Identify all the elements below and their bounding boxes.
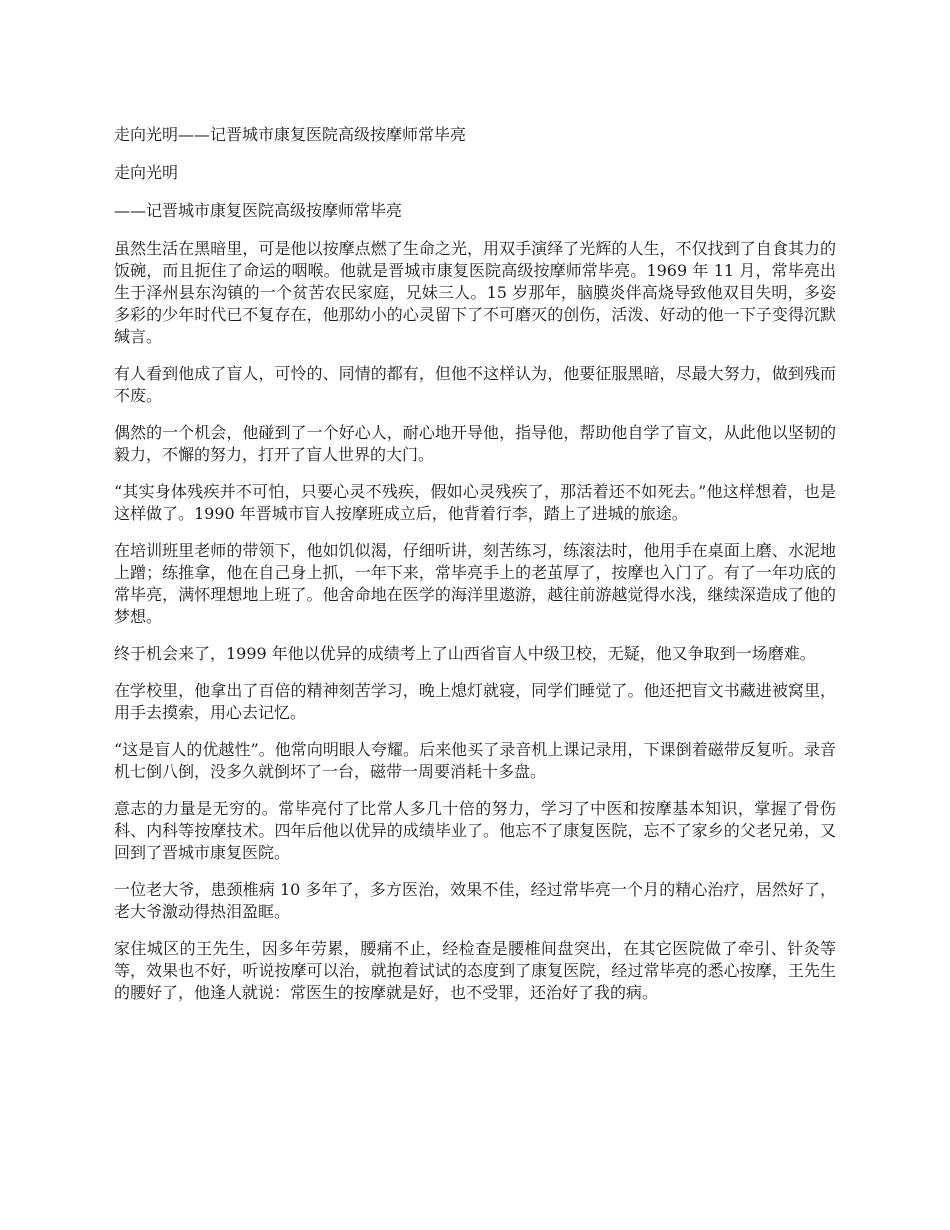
paragraph: 偶然的一个机会，他碰到了一个好心人，耐心地开导他，指导他，帮助他自学了盲文，从此他以坚韧的毅力，不懈的努力，打开了盲人世界的大门。 (114, 423, 836, 464)
article-subtitle: ——记晋城市康复医院高级按摩师常毕亮 (114, 201, 403, 220)
paragraph: 家住城区的王先生，因多年劳累，腰痛不止，经检查是腰椎间盘突出，在其它医院做了牵引、针灸等等，效果也不好，听说按摩可以治，就抱着试试的态度到了康复医院，经过常毕亮的悉心按摩，王先生的腰好了，他逢人就说：常医生的按摩就是好，也不受罪，还治好了我的病。 (114, 939, 836, 1002)
paragraph: 在培训班里老师的带领下，他如饥似渴，仔细听讲，刻苦练习，练滚法时，他用手在桌面上磨、水泥地上蹭；练推拿，他在自己身上抓，一年下来，常毕亮手上的老茧厚了，按摩也入门了。有了一年功底的常毕亮，满怀理想地上班了。他舍命地在医学的海洋里遨游，越往前游越觉得水浅，继续深造成了他的梦想。 (114, 541, 836, 626)
paragraph: 一位老大爷，患颈椎病 10 多年了，多方医治，效果不佳，经过常毕亮一个月的精心治疗，居然好了，老大爷激动得热泪盈眶。 (114, 880, 836, 921)
paragraph: 有人看到他成了盲人，可怜的、同情的都有，但他不这样认为，他要征服黑暗，尽最大努力，做到残而不废。 (114, 364, 836, 405)
paragraph: “其实身体残疾并不可怕，只要心灵不残疾，假如心灵残疾了，那活着还不如死去。”他这样想着，也是这样做了。1990 年晋城市盲人按摩班成立后，他背着行李，踏上了进城的旅途。 (114, 482, 836, 523)
paragraph: 终于机会来了，1999 年他以优异的成绩考上了山西省盲人中级卫校，无疑，他又争取到一场磨难。 (114, 644, 816, 663)
paragraph: 意志的力量是无穷的。常毕亮付了比常人多几十倍的努力，学习了中医和按摩基本知识，掌握了骨伤科、内科等按摩技术。四年后他以优异的成绩毕业了。他忘不了康复医院，忘不了家乡的父老兄弟，又回到了晋城市康复医院。 (114, 799, 836, 862)
article-main-title: 走向光明 (114, 163, 179, 182)
paragraph: “这是盲人的优越性”。他常向明眼人夸耀。后来他买了录音机上课记录用，下课倒着磁带反复听。录音机七倒八倒，没多久就倒坏了一台，磁带一周要消耗十多盘。 (114, 740, 836, 781)
paragraph: 虽然生活在黑暗里，可是他以按摩点燃了生命之光，用双手演绎了光辉的人生，不仅找到了自食其力的饭碗，而且扼住了命运的咽喉。他就是晋城市康复医院高级按摩师常毕亮。1969 年 11 月，常毕亮出生于泽州县东沟镇的一个贫苦农民家庭，兄妹三人。15 岁那年，脑膜炎伴高烧导致他双目失明，多姿多彩的少年时代已不复存在，他那幼小的心灵留下了不可磨灭的创伤，活泼、好动的他一下子变得沉默缄言。 (114, 239, 836, 346)
document-title-line: 走向光明——记晋城市康复医院高级按摩师常毕亮 (114, 125, 467, 144)
paragraph: 在学校里，他拿出了百倍的精神刻苦学习，晚上熄灯就寝，同学们睡觉了。他还把盲文书藏进被窝里，用手去摸索，用心去记忆。 (114, 681, 836, 722)
